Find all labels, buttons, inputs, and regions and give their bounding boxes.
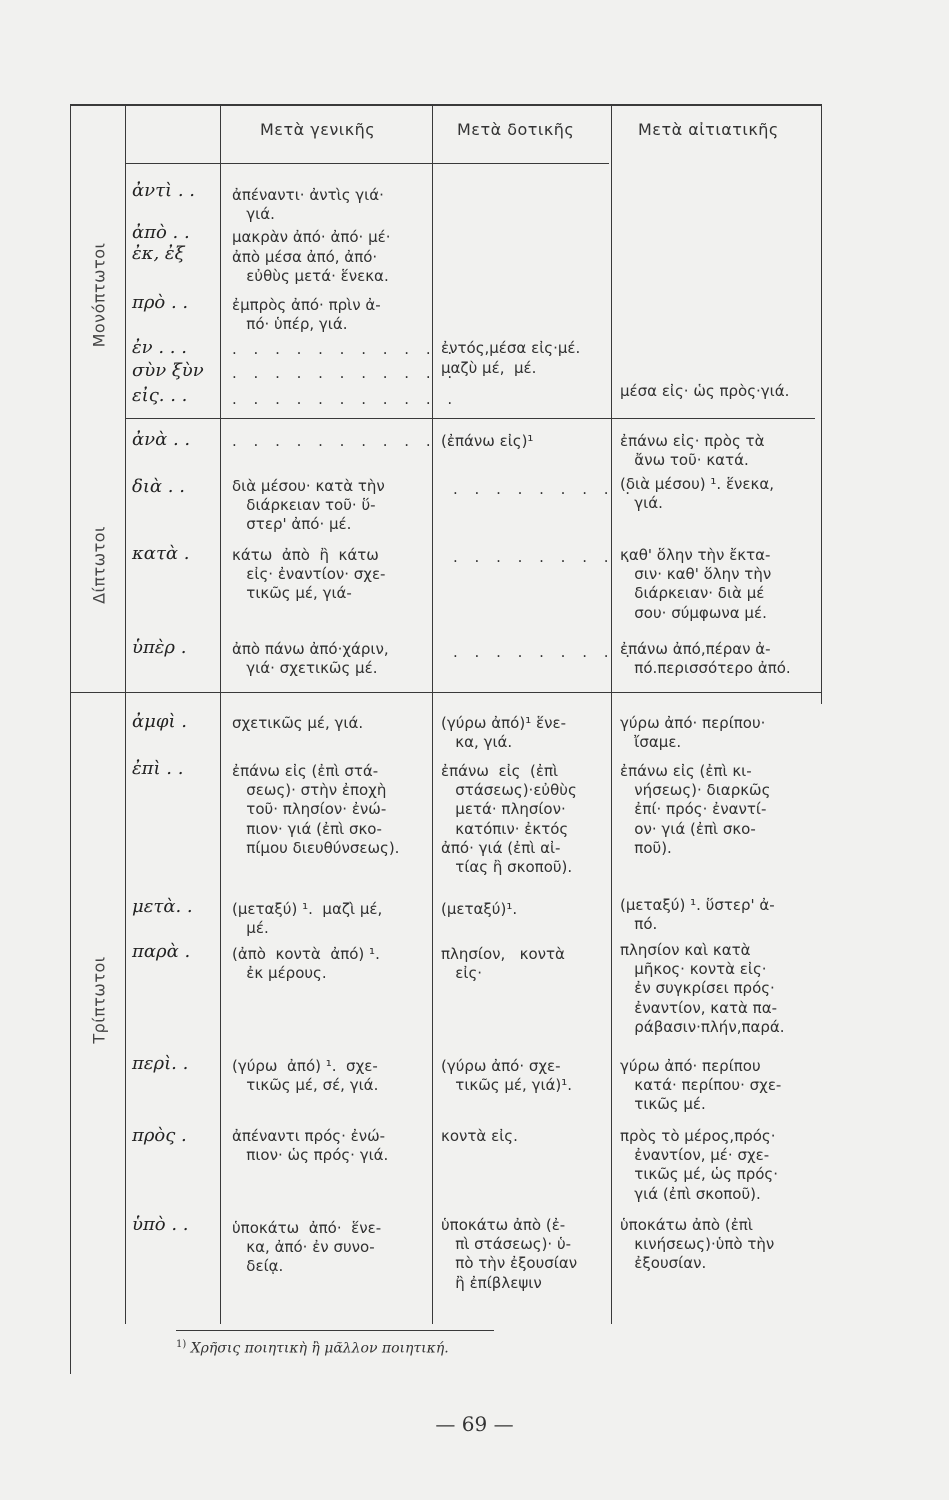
gen-apo: μακρὰν ἀπό· ἀπό· μέ·	[232, 228, 391, 246]
gen-hypo: ὑποκάτω ἀπό· ἕνε- κα, ἀπό· ἐν συνο- δείᾳ.	[232, 1219, 382, 1276]
prep-en: ἐν . . .	[132, 337, 187, 358]
gen-pro: ἐμπρὸς ἀπό· πρὶν ἀ- πό· ὑπέρ, γιά.	[232, 296, 381, 334]
gen-hyper: ἀπὸ πάνω ἀπό·χάριν, γιά· σχετικῶς μέ.	[232, 640, 389, 678]
gen-peri: (γύρω ἀπό) ¹. σχε- τικῶς μέ, σέ, γιά.	[232, 1057, 379, 1095]
dat-epi: ἐπάνω εἰς (ἐπὶ στάσεως)·εὐθὺς μετά· πλησίον· κατόπιν· ἐκτός ἀπό· γιά (ἐπὶ αἰ- τίας ἢ σκοποῦ).	[441, 762, 577, 877]
dat-syn: μαζὺ μέ, μέ.	[441, 359, 537, 377]
footnote	[176, 1339, 449, 1357]
prep-epi: ἐπὶ . .	[132, 758, 184, 779]
footnote-text: Χρῆσις ποιητικὴ ἢ μᾶλλον ποιητική.	[190, 1340, 449, 1357]
dat-en: ἐντός,μέσα εἰς·μέ.	[441, 339, 581, 357]
gen-amphi: σχετικῶς μέ, γιά.	[232, 714, 364, 732]
acc-dia: (διὰ μέσου) ¹. ἕνεκα, γιά.	[620, 475, 775, 513]
prep-pro: πρὸ . .	[132, 292, 189, 313]
prep-kata: κατὰ .	[132, 543, 190, 564]
dat-ana: (ἐπάνω εἰς)¹	[441, 432, 534, 450]
header-accusative: Μετὰ αἰτιατικῆς	[638, 120, 779, 139]
prep-hypo: ὑπὸ . .	[132, 1214, 189, 1235]
prep-meta: μετὰ. .	[132, 896, 193, 917]
dat-para: πλησίον, κοντὰ εἰς·	[441, 945, 565, 983]
acc-ana: ἐπάνω εἰς· πρὸς τὰ ἄνω τοῦ· κατά.	[620, 432, 765, 470]
gen-meta: (μεταξύ) ¹. μαζὶ μέ, μέ.	[232, 900, 383, 938]
acc-para: πλησίον καὶ κατὰ μῆκος· κοντὰ εἰς· ἐν συγκρίσει πρός· ἐναντίον, κατὰ πα- ράβασιν·πλήν,παρά.	[620, 941, 785, 1036]
prep-dia: διὰ . .	[132, 476, 185, 497]
table-left-border	[70, 104, 71, 1374]
double-group-rule	[70, 692, 822, 693]
prep-column-divider	[220, 104, 221, 1324]
dat-hyper: . . . . . . . . .	[453, 643, 637, 661]
prep-ana: ἀνὰ . .	[132, 429, 191, 450]
prep-amphi: ἀμφὶ .	[132, 711, 187, 732]
acc-epi: ἐπάνω εἰς (ἐπὶ κι- νήσεως)· διαρκῶς ἐπί· πρός· ἐναντί- ον· γιά (ἐπὶ σκο- ποῦ).	[620, 762, 771, 857]
dat-hypo: ὑποκάτω ἀπὸ (ἐ- πὶ στάσεως)· ὑ- πὸ τὴν ἐξουσίαν ἢ ἐπίβλεψιν	[441, 1216, 578, 1292]
footnote-rule	[176, 1330, 494, 1331]
acc-hypo: ὑποκάτω ἀπὸ (ἐπὶ κινήσεως)·ὑπὸ τὴν ἐξουσίαν.	[620, 1216, 775, 1273]
gen-eis: . . . . . . . . . . .	[232, 390, 459, 408]
header-dative: Μετὰ δοτικῆς	[457, 120, 575, 139]
gen-kata: κάτω ἀπὸ ἢ κάτω εἰς· ἐναντίον· σχε- τικῶς μέ, γιά-	[232, 546, 386, 603]
dative-column-divider	[611, 104, 612, 1324]
dat-kata: . . . . . . . . .	[453, 548, 637, 566]
dat-amphi: (γύρω ἀπό)¹ ἕνε- κα, γιά.	[441, 714, 566, 752]
gen-dia: διὰ μέσου· κατὰ τὴν διάρκειαν τοῦ· ὕ- στερ' ἀπό· μέ.	[232, 477, 385, 534]
header-genitive: Μετὰ γενικῆς	[260, 120, 376, 139]
group-label-single: Μονόπτωτοι	[89, 242, 109, 348]
footnote-mark: 1)	[176, 1339, 187, 1350]
prep-syn: σὺν ξὺν	[132, 360, 204, 381]
prep-ek: ἐκ, ἐξ	[132, 243, 185, 264]
prep-anti: ἀντὶ . .	[132, 180, 195, 201]
gen-ana: . . . . . . . . . . .	[232, 432, 459, 450]
gen-epi: ἐπάνω εἰς (ἐπὶ στά- σεως)· στὴν ἐποχὴ τοῦ· πλησίον· ἐνώ- πιον· γιά (ἐπὶ σκο- πίμου διευθύνσεως).	[232, 762, 400, 857]
dat-dia: . . . . . . . . .	[453, 480, 637, 498]
prep-para: παρὰ .	[132, 941, 191, 962]
prep-peri: περὶ. .	[132, 1053, 189, 1074]
gen-pros: ἀπέναντι πρός· ἐνώ- πιον· ὡς πρός· γιά.	[232, 1127, 389, 1165]
gen-anti: ἀπέναντι· ἀντὶς γιά· γιά.	[232, 186, 384, 224]
acc-pros: πρὸς τὸ μέρος,πρός· ἐναντίον, μέ· σχε- τικῶς μέ, ὡς πρός· γιά (ἐπὶ σκοποῦ).	[620, 1127, 779, 1203]
acc-peri: γύρω ἀπό· περίπου κατά· περίπου· σχε- τικῶς μέ.	[620, 1057, 782, 1114]
acc-kata: καθ' ὅλην τὴν ἔκτα- σιν· καθ' ὅλην τὴν διάρκειαν· διὰ μέ σου· σύμφωνα μέ.	[620, 546, 772, 622]
group-label-triple: Τρίπτωτοι	[89, 956, 109, 1044]
prep-eis: εἰς. . .	[132, 385, 188, 406]
genitive-column-divider	[432, 104, 433, 1324]
acc-meta: (μεταξύ) ¹. ὕστερ' ἀ- πό.	[620, 896, 775, 934]
prep-pros: πρὸς .	[132, 1125, 187, 1146]
acc-hyper: ἐπάνω ἀπό,πέραν ἀ- πό.περισσότερο ἀπό.	[620, 640, 791, 678]
page-number: — 69 —	[435, 1412, 514, 1436]
prep-apo: ἀπὸ . .	[132, 222, 190, 243]
single-group-rule	[125, 418, 815, 419]
acc-amphi: γύρω ἀπό· περίπου· ἴσαμε.	[620, 714, 766, 752]
header-bottom-rule	[125, 163, 609, 164]
prep-hyper: ὑπὲρ .	[132, 637, 187, 658]
gen-para: (ἀπὸ κοντὰ ἀπό) ¹. ἐκ μέρους.	[232, 945, 380, 983]
gen-ek: ἀπὸ μέσα ἀπό, ἀπό· εὐθὺς μετά· ἕνεκα.	[232, 248, 389, 286]
dat-pros: κοντὰ εἰς.	[441, 1127, 518, 1145]
table-top-border	[70, 104, 822, 106]
group-column-divider	[125, 104, 126, 1324]
dat-meta: (μεταξύ)¹.	[441, 900, 518, 918]
group-label-double: Δίπτωτοι	[89, 526, 109, 604]
table-right-border	[821, 104, 822, 704]
gen-syn: . . . . . . . . . . .	[232, 364, 459, 382]
acc-eis: μέσα εἰς· ὡς πρὸς·γιά.	[620, 382, 790, 400]
dat-peri: (γύρω ἀπό· σχε- τικῶς μέ, γιά)¹.	[441, 1057, 573, 1095]
gen-en: . . . . . . . . . . .	[232, 340, 459, 358]
